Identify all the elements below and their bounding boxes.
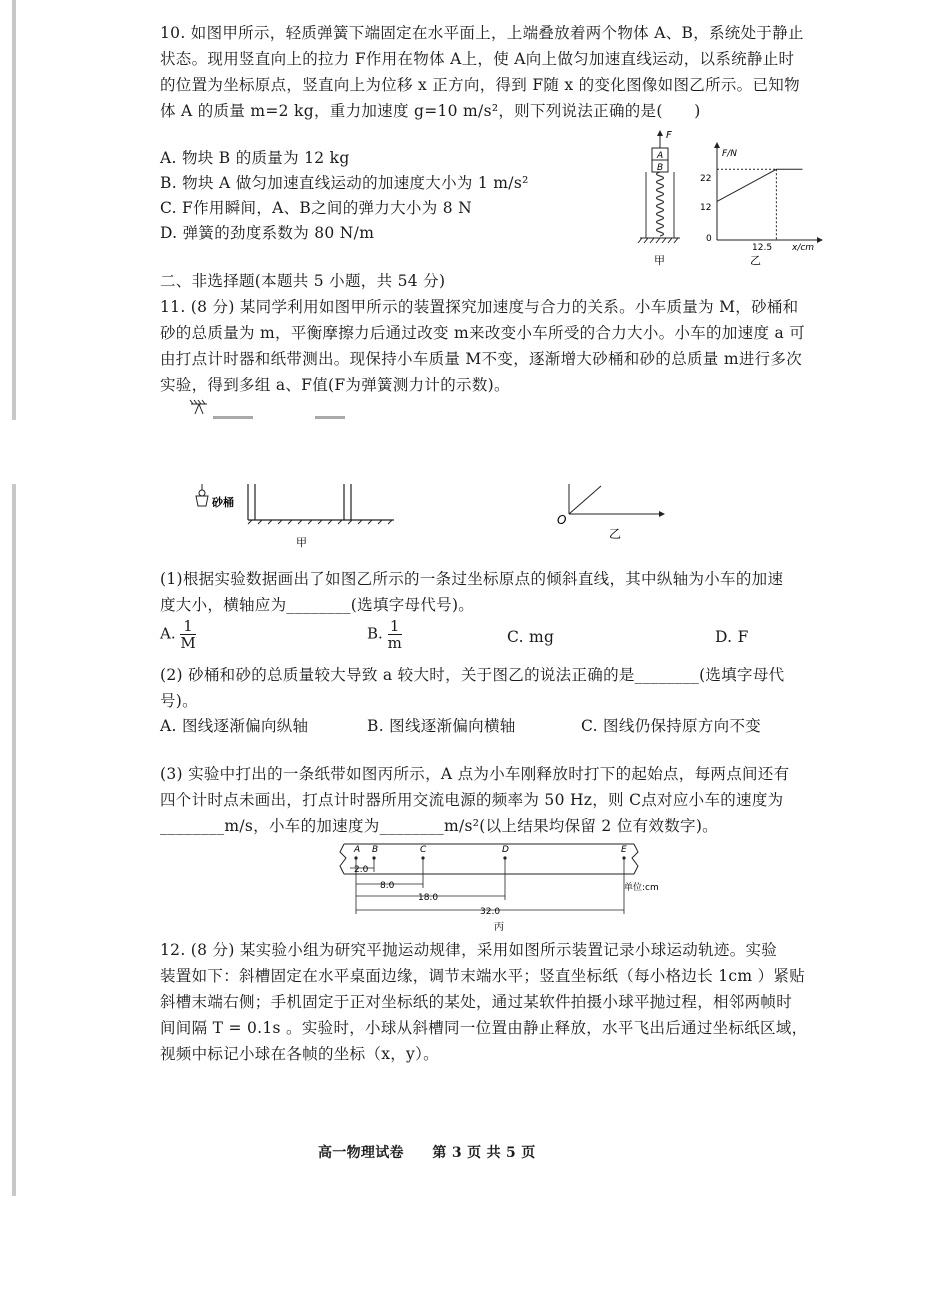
hook-strings <box>195 404 203 414</box>
q10-option-c: C. F作用瞬间，A、B之间的弹力大小为 8 N <box>160 199 472 217</box>
bucket-ring <box>199 490 205 496</box>
dist-ab: 2.0 <box>354 865 369 875</box>
q11-line: 由打点计时器和纸带测出。现保持小车质量 M不变，逐渐增大砂桶和砂的总质量 m进行多次 <box>160 350 803 368</box>
option-prefix: B. <box>367 624 383 643</box>
q12-line: 装置如下：斜槽固定在水平桌面边缘，调节末端水平；竖直坐标纸（每小格边长 1cm ）紧贴 <box>160 967 805 985</box>
x-axis-arrow <box>817 237 823 243</box>
q11-p3-line: ________m/s，小车的加速度为________m/s²(以上结果均保留 2 位有效数字)。 <box>160 817 718 835</box>
page-edge-bottom <box>12 484 16 1196</box>
q11-p2-option-b: B. 图线逐渐偏向横轴 <box>367 717 516 735</box>
label-a: A <box>657 151 664 161</box>
page-edge-top <box>12 0 16 420</box>
x-tick-12.5: 12.5 <box>752 243 773 253</box>
caption-yi: 乙 <box>750 254 761 267</box>
point-e-label: E <box>621 845 627 855</box>
fit-line <box>569 486 601 514</box>
q10-line: 10. 如图甲所示，轻质弹簧下端固定在水平面上，上端叠放着两个物体 A、B，系统处于静止 <box>160 24 804 42</box>
q10-line: 体 A 的质量 m=2 kg，重力加速度 g=10 m/s²，则下列说法正确的是( ) <box>160 102 701 120</box>
dist-ae: 32.0 <box>480 907 501 917</box>
point-d-label: D <box>502 845 509 855</box>
numerator: 1 <box>388 618 402 635</box>
q12-line: 视频中标记小球在各帧的坐标（x，y）。 <box>160 1045 439 1063</box>
numerator: 1 <box>180 618 195 635</box>
q12-line: 12. (8 分) 某实验小组为研究平抛运动规律，采用如图所示装置记录小球运动轨迹。实验 <box>160 941 778 959</box>
tape-torn-left <box>340 844 346 874</box>
label-f: F <box>666 130 672 141</box>
q11-p2-option-c: C. 图线仍保持原方向不变 <box>581 717 762 735</box>
q11-p3-line: 四个计时点未画出，打点计时器所用交流电源的频率为 50 Hz，则 C点对应小车的速度为 <box>160 791 784 809</box>
fragment-blur <box>315 416 345 419</box>
x-axis-label: x/cm <box>792 243 815 253</box>
denominator: M <box>180 634 196 652</box>
hook-hatch <box>190 400 205 404</box>
series-line <box>717 169 803 201</box>
fig-fragment-top <box>185 398 385 422</box>
q12-line: 间间隔 T = 0.1s 。实验时，小球从斜槽同一位置由静止释放，水平飞出后通过坐标纸区域， <box>160 1019 808 1037</box>
q10-option-a: A. 物块 B 的质量为 12 kg <box>160 149 350 167</box>
origin-label: O <box>557 513 567 527</box>
point-c-label: C <box>420 845 427 855</box>
unit-label: 单位:cm <box>624 883 659 893</box>
q10-option-d: D. 弹簧的劲度系数为 80 N/m <box>160 224 375 242</box>
q11-line: 实验，得到多组 a、F值(F为弹簧测力计的示数)。 <box>160 376 510 394</box>
q11-p1-line: (1)根据实验数据画出了如图乙所示的一条过坐标原点的倾斜直线，其中纵轴为小车的加速 <box>160 570 784 588</box>
denominator: m <box>387 634 402 652</box>
x-axis-arrow <box>659 511 665 517</box>
fraction <box>180 618 195 651</box>
fragment-blur <box>213 416 253 419</box>
tape-torn-right <box>632 844 638 874</box>
q10-line: 状态。现用竖直向上的拉力 F作用在物体 A上，使 A向上做匀加速直线运动，以系统静止时 <box>160 50 795 68</box>
dist-ad: 18.0 <box>418 893 439 903</box>
q11-p1-option-d: D. F <box>715 628 749 646</box>
origin-label: 0 <box>706 234 712 244</box>
q11-fig-yi <box>555 484 670 544</box>
y-tick-22: 22 <box>700 174 712 184</box>
y-axis-label: F/N <box>722 149 737 159</box>
q11-p3-line: (3) 实验中打出的一条纸带如图丙所示，A 点为小车刚释放时打下的起始点，每两点间还有 <box>160 765 790 783</box>
q11-line: 砂的总质量为 m，平衡摩擦力后通过改变 m来改变小车所受的合力大小。小车的加速度 a 可 <box>160 324 806 342</box>
page-footer: 高一物理试卷 第 3 页 共 5 页 <box>318 1145 536 1161</box>
caption-yi: 乙 <box>609 527 622 541</box>
caption-jia: 甲 <box>296 536 307 549</box>
y-tick-12: 12 <box>700 203 712 213</box>
q11-p1-option-c: C. mg <box>507 628 555 646</box>
q12-line: 斜槽末端右侧；手机固定于正对坐标纸的某处，通过某软件拍摄小球平抛过程，相邻两帧时 <box>160 993 793 1011</box>
q11-p1-option-a <box>160 618 196 651</box>
caption-bing: 丙 <box>494 922 504 933</box>
label-b: B <box>657 163 664 173</box>
ground-hatch <box>638 238 678 243</box>
spring <box>657 172 664 236</box>
q10-fig-jia-spring <box>630 128 690 268</box>
q10-line: 的位置为坐标原点，竖直向上为位移 x 正方向，得到 F随 x 的变化图像如图乙所示。已知物 <box>160 76 800 94</box>
q10-option-b: B. 物块 A 做匀加速直线运动的加速度大小为 1 m/s² <box>160 174 529 192</box>
q11-p2-option-a: A. 图线逐渐偏向纵轴 <box>160 717 309 735</box>
bucket-label: 砂桶 <box>212 496 234 509</box>
q11-p2-line: (2) 砂桶和砂的总质量较大导致 a 较大时，关于图乙的说法正确的是________(选填字母代 <box>160 666 785 684</box>
point-b-label: B <box>372 845 379 855</box>
q11-tape-figure <box>330 838 680 936</box>
caption-jia: 甲 <box>654 254 665 267</box>
q11-p1-option-b <box>367 618 402 651</box>
fraction <box>388 618 402 651</box>
point-a-label: A <box>354 845 361 855</box>
q11-p1-line: 度大小，横轴应为________(选填字母代号)。 <box>160 596 475 614</box>
q11-fig-jia <box>190 484 400 554</box>
y-axis-arrow <box>714 142 720 148</box>
option-prefix: A. <box>160 624 176 643</box>
sand-bucket <box>196 496 208 506</box>
q11-line: 11. (8 分) 某同学利用如图甲所示的装置探究加速度与合力的关系。小车质量为 M，砂桶和 <box>160 298 799 316</box>
force-arrow-head <box>657 130 663 136</box>
dist-ac: 8.0 <box>380 881 395 891</box>
q11-p2-line: 号)。 <box>160 692 198 710</box>
q10-fig-yi-chart <box>692 138 827 268</box>
section-heading: 二、非选择题(本题共 5 小题，共 54 分) <box>160 272 446 290</box>
